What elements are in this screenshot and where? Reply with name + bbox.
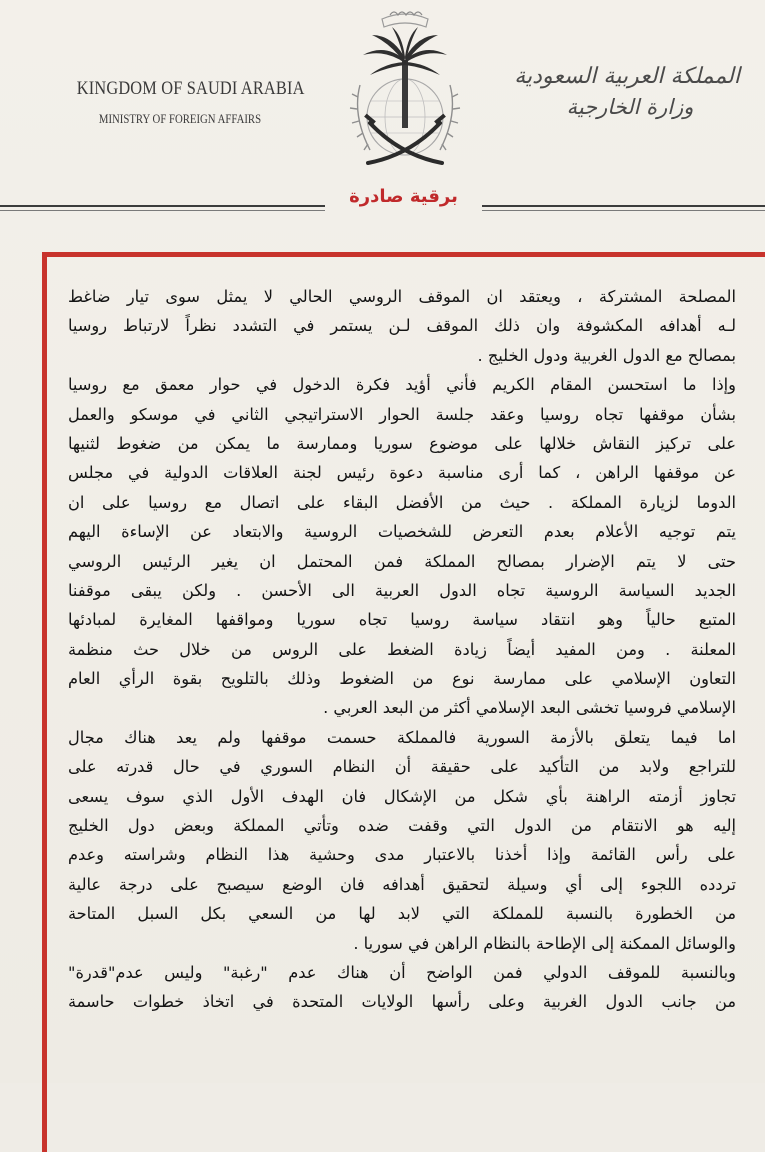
body-line: المعلنة . ومن المفيد أيضاً زيادة الضغط على الروس من خلال حث منظمة bbox=[68, 639, 736, 659]
body-line: وبالنسبة للموقف الدولي فمن الواضح أن هناك عدم "رغبة" وليس عدم"قدرة" bbox=[68, 962, 736, 982]
header-thin-rule-left bbox=[0, 210, 325, 211]
body-line: إليه هو الانتقام من الدول التي وقفت ضده وتأتي المملكة وبعض دول الخليج bbox=[68, 816, 736, 836]
arabic-kingdom-name: المملكة العربية السعودية bbox=[514, 64, 740, 89]
cable-type-label: برقية صادرة bbox=[349, 186, 458, 207]
body-line: عن موقفها الراهن ، كما أرى مناسبة دعوة رئيس لجنة العلاقات الدولية في مجلس bbox=[68, 463, 736, 483]
body-line: من جانب الدول الغربية وعلى رأسها الولايات المتحدة في اتخاذ خطوات حاسمة bbox=[68, 992, 736, 1012]
body-line: على تركيز النقاش خلالها على موضوع سوريا وممارسة ما يمكن من ضغوط لثنيها bbox=[68, 433, 736, 453]
body-line: بشأن موقفها تجاه روسيا وعقد جلسة الحوار الاستراتيجي الثاني في موسكو والعمل bbox=[68, 404, 736, 424]
calligraphy-banner-icon bbox=[382, 12, 428, 27]
letterhead bbox=[0, 0, 765, 230]
body-line: للتراجع ولابد من التأكيد على حقيقة أن النظام السوري في حال قدرته على bbox=[68, 757, 736, 777]
body-line: تردده اللجوء إلى أي وسيلة لتحقيق أهدافه فان الوضع سيصبح على درجة عالية bbox=[68, 874, 736, 894]
body-line: على رأس القائمة وإذا أخذنا بالاعتبار مدى وحشية هذا النظام وشراسته وعدم bbox=[68, 845, 736, 865]
header-thin-rule-right bbox=[482, 210, 765, 211]
body-line: الجديد السياسة الروسية تجاه الدول العربية الى الأحسن . ولكن يبقى موقفنا bbox=[68, 580, 736, 600]
body-line: يتم توجيه الأعلام بعدم التعرض للشخصيات الروسية والابتعاد عن الإساءة اليهم bbox=[68, 522, 736, 542]
body-line: تجاوز أزمته الراهنة بأي شكل من الإشكال فان الهدف الأول الذي سوف يسعى bbox=[68, 786, 736, 806]
english-ministry-name: MINISTRY OF FOREIGN AFFAIRS bbox=[98, 112, 262, 126]
body-line: الدوما لزيارة المملكة . حيث من الأفضل البقاء على اتصال مع روسيا على ان bbox=[68, 492, 736, 512]
body-line: اما فيما يتعلق بالأزمة السورية فالمملكة حسمت موقفها ولم يعد هناك مجال bbox=[68, 727, 736, 747]
body-line: من الخطورة بالنسبة للمملكة التي لابد لها من السعي بكل السبل المتاحة bbox=[68, 904, 736, 924]
body-line: لـه أهدافه المكشوفة وان ذلك الموقف لـن يستمر في التشدد نظراً لارتباط روسيا bbox=[68, 316, 736, 336]
cable-body-text bbox=[68, 282, 736, 1017]
palm-and-crossed-swords-emblem bbox=[330, 5, 480, 180]
body-line: المصلحة المشتركة ، ويعتقد ان الموقف الروسي الحالي لا يمثل سوى تيار ضاغط bbox=[68, 287, 736, 306]
header-rule-right bbox=[482, 205, 765, 207]
body-line: بمصالح مع الدول الغربية ودول الخليج . bbox=[477, 345, 736, 365]
body-line: الإسلامي فروسيا تخشى البعد الإسلامي أكثر من البعد العربي . bbox=[323, 698, 736, 718]
body-line: حتى لا يتم الإضرار بمصالح المملكة فمن المحتمل ان يغير الرئيس الروسي bbox=[68, 551, 736, 571]
header-rule-left bbox=[0, 205, 325, 207]
english-kingdom-name: KINGDOM OF SAUDI ARABIA bbox=[76, 78, 305, 99]
body-line: وإذا ما استحسن المقام الكريم فأني أؤيد فكرة الدخول في حوار معمق مع روسيا bbox=[68, 375, 736, 395]
english-letterhead bbox=[60, 78, 305, 127]
arabic-letterhead bbox=[514, 64, 740, 119]
body-line: التعاون الإسلامي على ممارسة نوع من الضغوط وذلك بالتلويح بقوة الرأي العام bbox=[68, 669, 736, 689]
arabic-ministry-name: وزارة الخارجية bbox=[566, 95, 694, 119]
body-line: المتبع حالياً وهو انتقاد سياسة روسيا تجاه سوريا ومواقفها المغايرة لمبادئها bbox=[68, 610, 736, 630]
body-line: والوسائل الممكنة إلى الإطاحة بالنظام الراهن في سوريا . bbox=[353, 933, 736, 953]
